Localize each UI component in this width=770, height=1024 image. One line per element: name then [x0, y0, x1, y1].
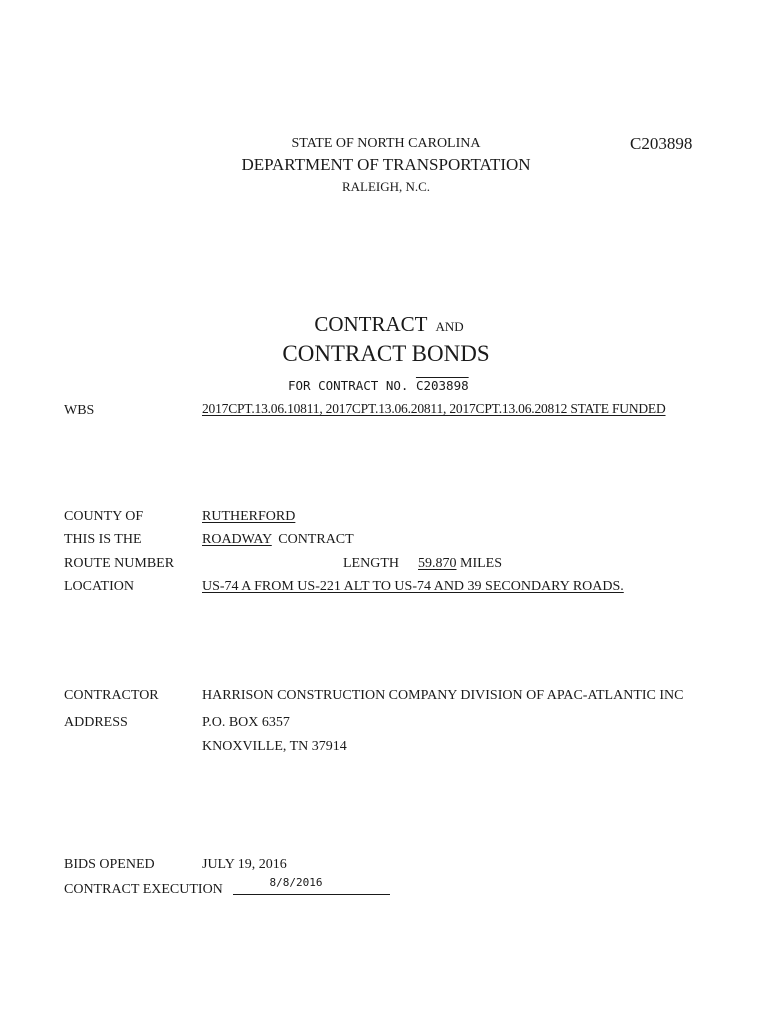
- document-title-bonds: CONTRACT BONDS: [282, 341, 490, 366]
- bids-opened-date: JULY 19, 2016: [202, 857, 287, 872]
- title-and: AND: [435, 319, 464, 334]
- title-contract: CONTRACT: [314, 312, 428, 336]
- contractor-label: CONTRACTOR: [64, 688, 159, 703]
- contract-type: ROADWAY: [202, 532, 272, 547]
- for-contract-prefix: FOR CONTRACT NO.: [288, 378, 409, 393]
- execution-signature-line: [233, 894, 390, 895]
- contract-execution-label: CONTRACT EXECUTION: [64, 882, 223, 897]
- address-line2: KNOXVILLE, TN 37914: [202, 739, 347, 754]
- wbs-label: WBS: [64, 403, 95, 418]
- contract-word: CONTRACT: [278, 532, 354, 547]
- wbs-value: 2017CPT.13.06.10811, 2017CPT.13.06.20811, 2017CPT.13.06.20812 STATE FUNDED: [202, 401, 666, 416]
- county-label: COUNTY OF: [64, 509, 144, 524]
- length-value: 59.870: [418, 556, 457, 571]
- contract-execution-date: 8/8/2016: [269, 876, 323, 889]
- contract-id-header: C203898: [630, 134, 693, 153]
- contract-type-line: [202, 532, 354, 548]
- contractor-name: HARRISON CONSTRUCTION COMPANY DIVISION OF APAC-ATLANTIC INC: [202, 688, 684, 703]
- contract-number: C203898: [415, 378, 469, 393]
- city-name: RALEIGH, N.C.: [341, 179, 431, 194]
- bids-opened-label: BIDS OPENED: [64, 857, 155, 872]
- route-number-label: ROUTE NUMBER: [64, 556, 175, 571]
- state-name: STATE OF NORTH CAROLINA: [291, 136, 481, 151]
- document-title-line1: [314, 312, 463, 337]
- for-contract-number: [288, 378, 469, 393]
- length-label: LENGTH: [343, 556, 399, 571]
- address-line1: P.O. BOX 6357: [202, 715, 290, 730]
- county-value: RUTHERFORD: [202, 509, 296, 524]
- location-label: LOCATION: [64, 579, 134, 594]
- length-unit: MILES: [460, 556, 502, 571]
- department-name: DEPARTMENT OF TRANSPORTATION: [241, 155, 531, 174]
- this-is-the-label: THIS IS THE: [64, 532, 142, 547]
- address-label: ADDRESS: [64, 715, 128, 730]
- location-value: US-74 A FROM US-221 ALT TO US-74 AND 39 SECONDARY ROADS.: [202, 579, 624, 594]
- length-line: [418, 556, 502, 572]
